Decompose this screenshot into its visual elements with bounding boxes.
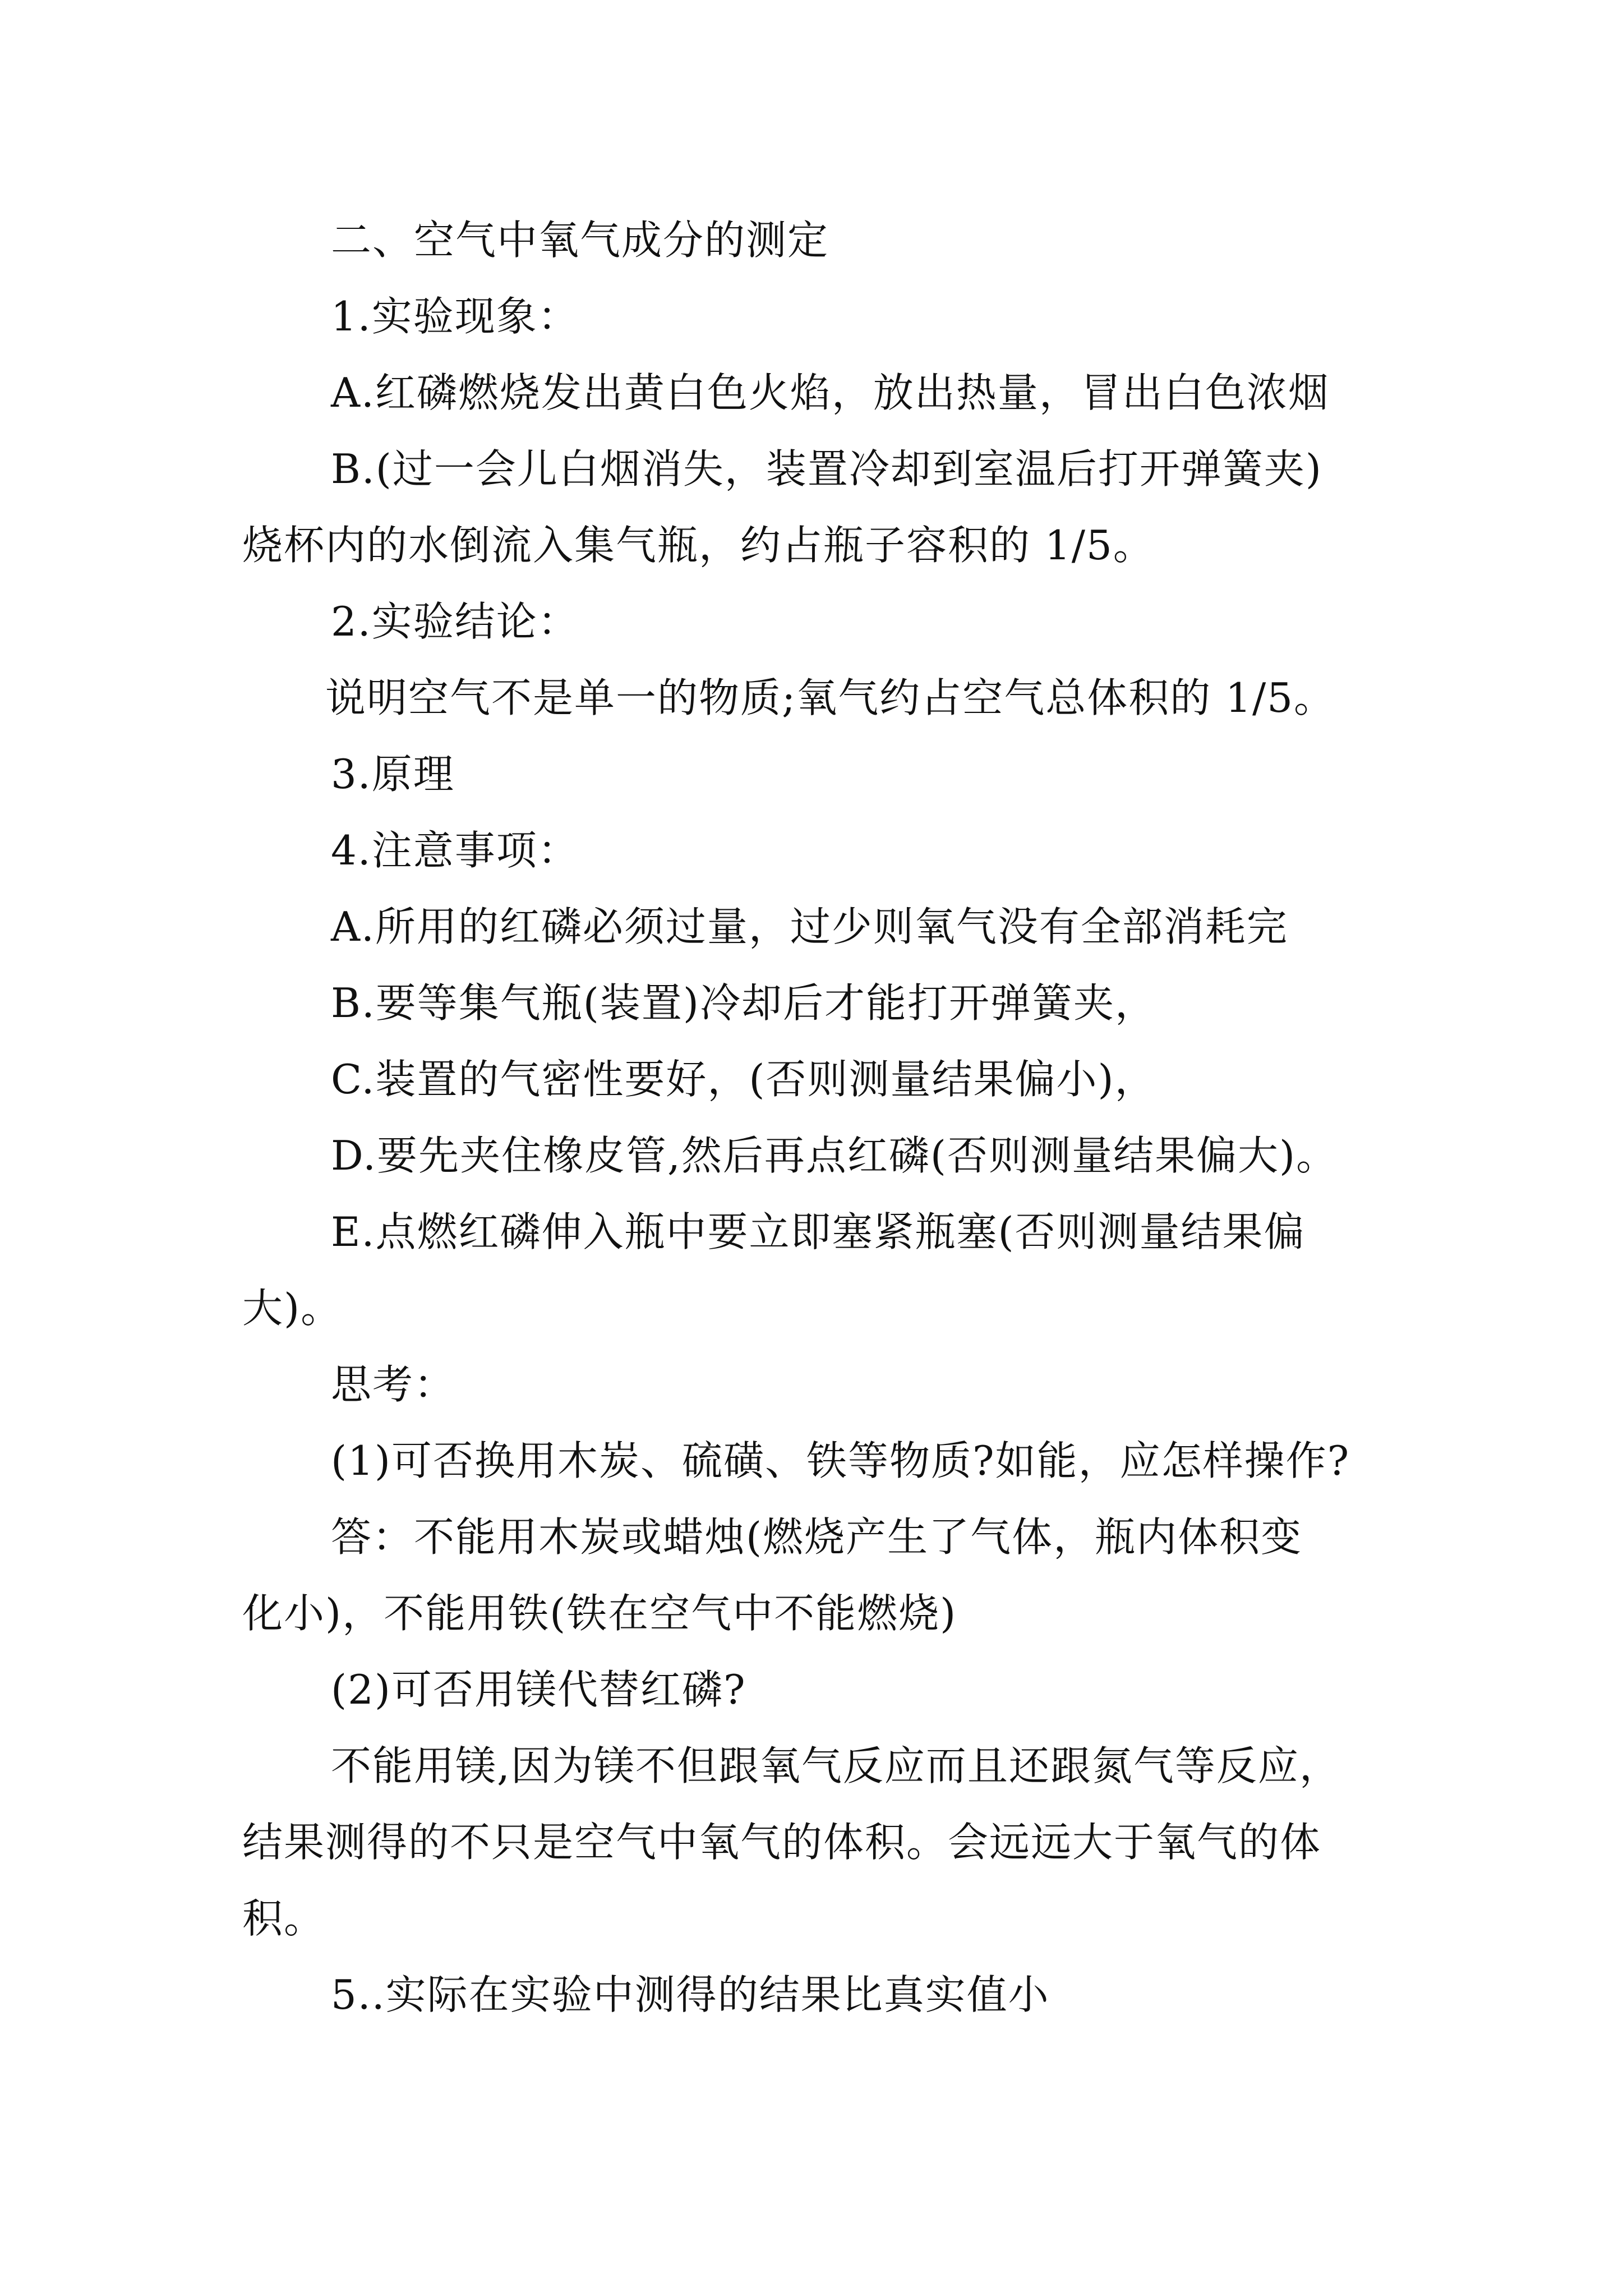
- answer-2: 不能用镁,因为镁不但跟氧气反应而且还跟氮气等反应，: [331, 1742, 1341, 1789]
- precaution-d: D.要先夹住橡皮管,然后再点红磷(否则测量结果偏大)。: [331, 1132, 1338, 1179]
- conclusion-text: 说明空气不是单一的物质;氧气约占空气总体积的 1/5。: [325, 674, 1336, 721]
- answer-1-continued: 化小)，不能用铁(铁在空气中不能燃烧): [242, 1590, 957, 1637]
- precaution-b: B.要等集气瓶(装置)冷却后才能打开弹簧夹，: [331, 979, 1156, 1027]
- question-1: (1)可否换用木炭、硫磺、铁等物质?如能，应怎样操作?: [331, 1437, 1350, 1484]
- answer-2-end: 积。: [242, 1895, 326, 1942]
- item-heading-principle: 3.原理: [331, 751, 455, 798]
- precaution-e: E.点燃红磷伸入瓶中要立即塞紧瓶塞(否则测量结果偏: [331, 1208, 1306, 1255]
- item-heading-conclusion: 2.实验结论：: [331, 598, 579, 645]
- precaution-e-continued: 大)。: [242, 1285, 343, 1332]
- section-heading: 二、空气中氧气成分的测定: [331, 217, 829, 264]
- thinking-heading: 思考：: [331, 1361, 456, 1408]
- answer-2-continued: 结果测得的不只是空气中氧气的体积。会远远大于氧气的体: [242, 1819, 1322, 1866]
- item-heading-phenomena: 1.实验现象：: [331, 293, 579, 340]
- phenomenon-b: B.(过一会儿白烟消失，装置冷却到室温后打开弹簧夹): [331, 445, 1322, 493]
- precaution-a: A.所用的红磷必须过量，过少则氧气没有全部消耗完: [331, 903, 1288, 950]
- item-heading-actual-result: 5..实际在实验中测得的结果比真实值小: [331, 1971, 1050, 2018]
- item-heading-precautions: 4.注意事项：: [331, 827, 579, 874]
- question-2: (2)可否用镁代替红磷?: [331, 1666, 746, 1713]
- phenomenon-a: A.红磷燃烧发出黄白色火焰，放出热量，冒出白色浓烟: [331, 369, 1330, 416]
- document-body: [242, 202, 1395, 2033]
- phenomenon-b-continued: 烧杯内的水倒流入集气瓶，约占瓶子容积的 1/5。: [242, 522, 1155, 569]
- precaution-c: C.装置的气密性要好，(否则测量结果偏小)，: [331, 1056, 1156, 1103]
- answer-1: 答：不能用木炭或蜡烛(燃烧产生了气体，瓶内体积变: [331, 1513, 1303, 1561]
